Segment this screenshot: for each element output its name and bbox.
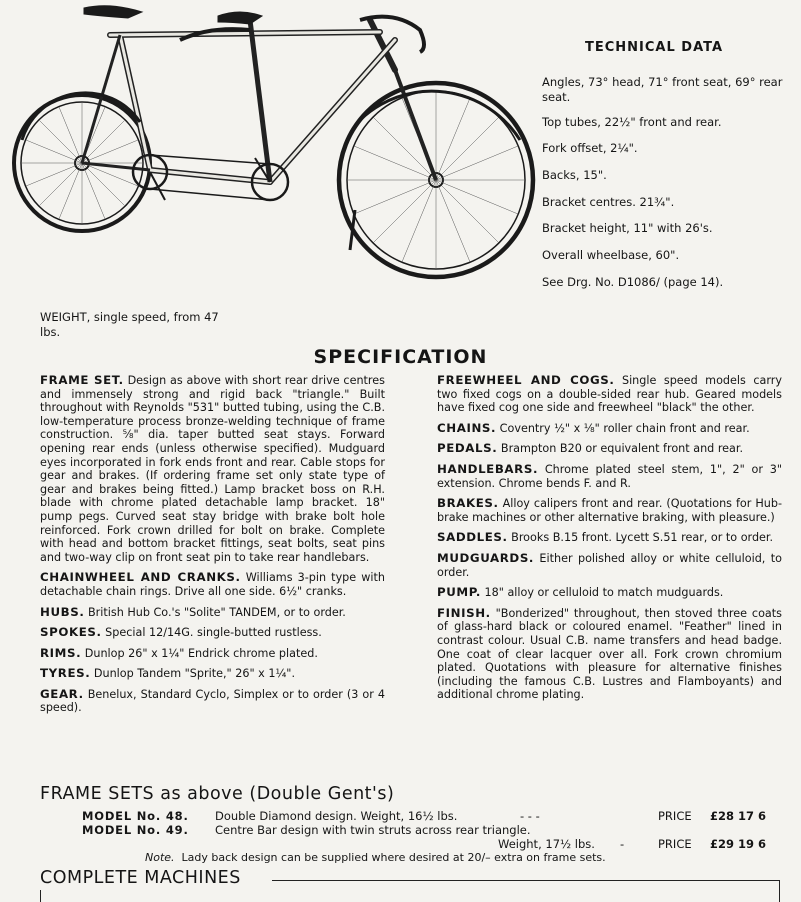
spec-label: GEAR. <box>40 686 84 701</box>
spec-label: CHAINWHEEL AND CRANKS. <box>40 570 241 585</box>
spec-item <box>40 688 385 715</box>
specification-heading: SPECIFICATION <box>313 346 488 368</box>
model-49-weight: Weight, 17½ lbs. <box>498 837 595 851</box>
spec-label: FRAME SET. <box>40 373 124 387</box>
spec-text: Alloy calipers front and rear. (Quotations for Hub-brake machines or other alternative braking, with pleasure.) <box>437 497 782 524</box>
tandem-bicycle-photo <box>0 0 545 300</box>
weight-note: WEIGHT, single speed, from 47 lbs. <box>40 310 219 339</box>
section-rule <box>272 880 780 881</box>
spec-text: Brampton B20 or equivalent front and rear. <box>500 442 744 456</box>
spec-text: Dunlop 26" x 1¼" Endrick chrome plated. <box>84 646 318 660</box>
model-49-desc: Centre Bar design with twin struts across rear triangle. <box>215 823 531 837</box>
spec-text: Brooks B.15 front. Lycett S.51 rear, or to order. <box>511 531 774 545</box>
spec-label: FREEWHEEL AND COGS. <box>437 373 615 387</box>
spec-item <box>40 667 385 681</box>
spec-text: British Hub Co.'s "Solite" TANDEM, or to order. <box>87 605 346 619</box>
tech-item-backs: Backs, 15". <box>542 168 607 182</box>
tech-item-angles: Angles, 73° head, 71° front seat, 69° rear seat. <box>542 75 783 104</box>
model-49-dashes: - <box>620 837 625 851</box>
tech-item-wheelbase: Overall wheelbase, 60". <box>542 248 680 262</box>
tech-item-bracket-height: Bracket height, 11" with 26's. <box>542 221 713 235</box>
spec-item <box>437 422 782 436</box>
spec-item <box>437 531 782 545</box>
spec-item <box>437 442 782 456</box>
spec-item <box>40 626 385 640</box>
spec-label: TYRES. <box>40 666 91 681</box>
spec-text: Either polished alloy or white celluloid, to order. <box>437 551 782 579</box>
spec-text: Design as above with short rear drive centres and immensely strong and rigid back "triangle." Built throughout with Reynolds "531" butted tubing, using the C.B. low-temperature process bronze-welding technique of frame construction. ⅝" dia. taper butted seat stays. Forward opening rear ends (unless otherwise specified). Mudguard eyes incorporated in fork ends front and rear. Cable stops for gear and brakes. (If ordering frame set only state type of gear and brakes being fitted.) Lamp bracket boss on R.H. blade with chrome plated detachable lamp bracket. 18" pump pegs. Curved seat stay bridge with brake bolt hole reinforced. Fork crown drilled for bolt on brake. Complete with head and bottom bracket fittings, seat bolts, seat pins and two-way clip on front seat pin to take rear handlebars. <box>40 374 385 564</box>
model-48-price-label: PRICE <box>658 809 692 823</box>
spec-label: SADDLES. <box>437 530 508 545</box>
spec-label: FINISH. <box>437 605 491 620</box>
spec-label: CHAINS. <box>437 420 497 435</box>
spec-text: Coventry ½" x ⅛" roller chain front and rear. <box>499 421 750 435</box>
frame-set-note <box>145 851 606 864</box>
tech-item-top-tubes: Top tubes, 22½" front and rear. <box>542 115 722 129</box>
tech-item-drawing-ref: See Drg. No. D1086/ (page 14). <box>542 275 724 289</box>
spec-left-column <box>40 374 385 715</box>
model-48-price: £28 17 6 <box>710 809 767 823</box>
spec-label: PUMP. <box>437 585 481 600</box>
model-number: MODEL No. 49. <box>82 823 189 837</box>
model-number: MODEL No. 48. <box>82 809 189 823</box>
spec-item <box>437 607 782 702</box>
spec-text: Williams 3-pin type with detachable chain rings. Drive all one side. 6½" cranks. <box>40 571 386 598</box>
model-49-label <box>82 823 189 837</box>
spec-item <box>437 463 782 490</box>
spec-text: Single speed models carry two fixed cogs on a double-sided rear hub. Geared models have fixed cog one side and freewheel "black" the other. <box>437 374 782 415</box>
spec-label: RIMS. <box>40 645 82 660</box>
tech-item-bracket-centres: Bracket centres. 21¾". <box>542 195 675 209</box>
spec-text: Chrome plated steel stem, 1", 2" or 3" extension. Chrome bends F. and R. <box>437 462 782 490</box>
model-48-label <box>82 809 189 823</box>
frame-sets-heading: FRAME SETS as above (Double Gent's) <box>40 784 395 804</box>
spec-text: "Bonderized" throughout, then stoved three coats of glass-hard black or coloured enamel. "Feather" lined in contrast colour. Usual C.B. name transfers and head badge. One coat of clear lacquer over all. Fork crown chromium plated. Quotations with pleasure for alternative finishes (including the famous C.B. Lustres and Flamboyants) and additional chrome plating. <box>437 606 782 702</box>
section-rule-left <box>40 890 41 902</box>
spec-text: Dunlop Tandem "Sprite," 26" x 1¼". <box>93 667 296 681</box>
spec-right-column <box>437 374 782 702</box>
tech-item-fork-offset: Fork offset, 2¼". <box>542 141 638 155</box>
technical-data-heading: TECHNICAL DATA <box>585 40 724 55</box>
spec-text: Benelux, Standard Cyclo, Simplex or to order (3 or 4 speed). <box>40 687 385 715</box>
spec-item <box>40 606 385 620</box>
spec-item <box>40 571 385 598</box>
spec-label: PEDALS. <box>437 441 498 456</box>
spec-label: SPOKES. <box>40 625 102 640</box>
note-text: Lady back design can be supplied where desired at 20/– extra on frame sets. <box>181 851 606 864</box>
spec-label: HUBS. <box>40 604 85 619</box>
spec-item <box>437 586 782 600</box>
spec-item <box>40 374 385 564</box>
spec-label: HANDLEBARS. <box>437 461 539 476</box>
spec-text: 18" alloy or celluloid to match mudguards. <box>484 586 724 600</box>
spec-label: BRAKES. <box>437 496 499 511</box>
spec-label: MUDGUARDS. <box>437 550 534 565</box>
spec-item <box>437 497 782 524</box>
spec-item <box>437 374 782 415</box>
model-48-desc: Double Diamond design. Weight, 16½ lbs. <box>215 809 458 823</box>
model-49-price-label: PRICE <box>658 837 692 851</box>
spec-item <box>40 647 385 661</box>
model-48-dashes: - - - <box>520 809 540 823</box>
complete-machines-heading: COMPLETE MACHINES <box>40 868 241 888</box>
spec-text: Special 12/14G. single-butted rustless. <box>105 626 322 640</box>
section-rule-right <box>779 880 780 902</box>
model-49-price: £29 19 6 <box>710 837 767 851</box>
spec-item <box>437 552 782 579</box>
note-label: Note. <box>145 851 175 864</box>
